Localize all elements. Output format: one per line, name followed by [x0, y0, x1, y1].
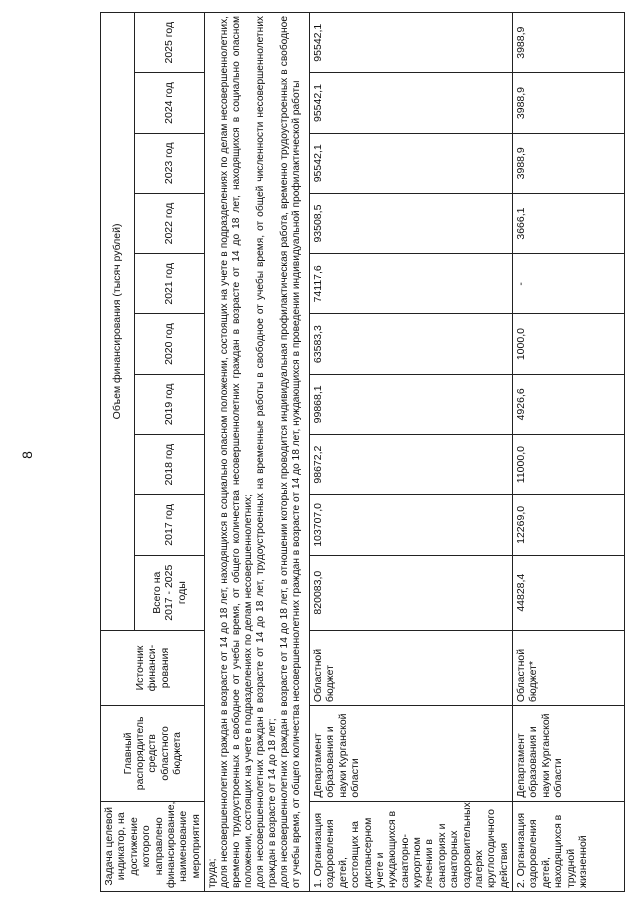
- header-year: 2022 год: [135, 193, 205, 253]
- note-text: труда; доля несовершеннолетних граждан в возрасте от 14 до 18 лет, находящихся в социально опасном положении, состоящих на учете в подразделениях по делам несовершеннолетних, временно трудоустроенных в свободное от учебы время, от общего количества несовершеннолетних граждан в возрасте от 14 до 18 лет, находящихся в социально опасном положении, состоящих на учете в подразделениях по делам несовершеннолетних; доля несовершеннолетних граждан в возрасте от 14 до 18 лет, трудоустроенных на временные работы в свободное от учебы время, от общей численности несовершеннолетних граждан в возрасте от 14 до 18 лет; доля несовершеннолетних граждан в возрасте от 14 до 18 лет, в отношении которых проводится индивидуальная профилактическая работа, временно трудоустроенных в свободное от учебы время, от общего количества несовершеннолетних граждан в возрасте от 14 до 18 лет, нуждающихся в проведении индивидуальной профилактической работы: [207, 16, 302, 888]
- header-task: Задача целевой индикатор, на достижение которого направлено финансирование, наименование мероприятия: [101, 801, 205, 891]
- task-cell: 2. Организация оздоровления детей, находящихся в трудной жизненной: [513, 801, 625, 891]
- header-year: 2019 год: [135, 374, 205, 434]
- header-year: 2017 год: [135, 495, 205, 555]
- year-cell: 3988,9: [513, 73, 625, 133]
- header-distributor: Главный распорядитель средств областного бюджета: [101, 706, 205, 801]
- year-cell: 99868,1: [310, 374, 513, 434]
- source-cell: Областной бюджет*: [513, 630, 625, 705]
- year-cell: 98672,2: [310, 434, 513, 494]
- header-year: 2024 год: [135, 73, 205, 133]
- header-year: 2018 год: [135, 434, 205, 494]
- total-cell: 44828,4: [513, 555, 625, 630]
- target-indicators-note: [205, 13, 310, 892]
- year-cell: 12269,0: [513, 495, 625, 555]
- header-source: Источник финанси-рования: [101, 630, 205, 705]
- year-cell: 3988,9: [513, 133, 625, 193]
- year-cell: 63583,3: [310, 314, 513, 374]
- header-year: 2023 год: [135, 133, 205, 193]
- year-cell: 93508,5: [310, 193, 513, 253]
- page-number: 8: [19, 451, 35, 459]
- year-cell: 95542,1: [310, 13, 513, 73]
- header-volume: Объем финансирования (тысяч рублей): [101, 13, 135, 631]
- source-cell: Областной бюджет: [310, 630, 513, 705]
- year-cell: 74117,6: [310, 254, 513, 314]
- funding-table: [100, 12, 625, 892]
- header-year: 2020 год: [135, 314, 205, 374]
- table-row: [310, 13, 513, 892]
- header-year: 2021 год: [135, 254, 205, 314]
- table-row: [513, 13, 625, 892]
- year-cell: -: [513, 254, 625, 314]
- year-cell: 4926,6: [513, 374, 625, 434]
- year-cell: 3666,1: [513, 193, 625, 253]
- year-cell: 95542,1: [310, 73, 513, 133]
- year-cell: 3988,9: [513, 13, 625, 73]
- year-cell: 1000,0: [513, 314, 625, 374]
- task-cell: 1. Организация оздоровления детей, состоящих на диспансерном учете и нуждающихся в санаторно-курортном лечении в санаториях и санаторных оздоровительных лагерях круглогодичного действия: [310, 801, 513, 891]
- distributor-cell: Департамент образования и науки Курганской области: [310, 706, 513, 801]
- header-year: 2025 год: [135, 13, 205, 73]
- total-cell: 820083,0: [310, 555, 513, 630]
- year-cell: 95542,1: [310, 133, 513, 193]
- distributor-cell: Департамент образования и науки Курганской области: [513, 706, 625, 801]
- year-cell: 11000,0: [513, 434, 625, 494]
- budget-table-region: [100, 12, 640, 892]
- year-cell: 103707,0: [310, 495, 513, 555]
- header-total: Всего на 2017 - 2025 годы: [135, 555, 205, 630]
